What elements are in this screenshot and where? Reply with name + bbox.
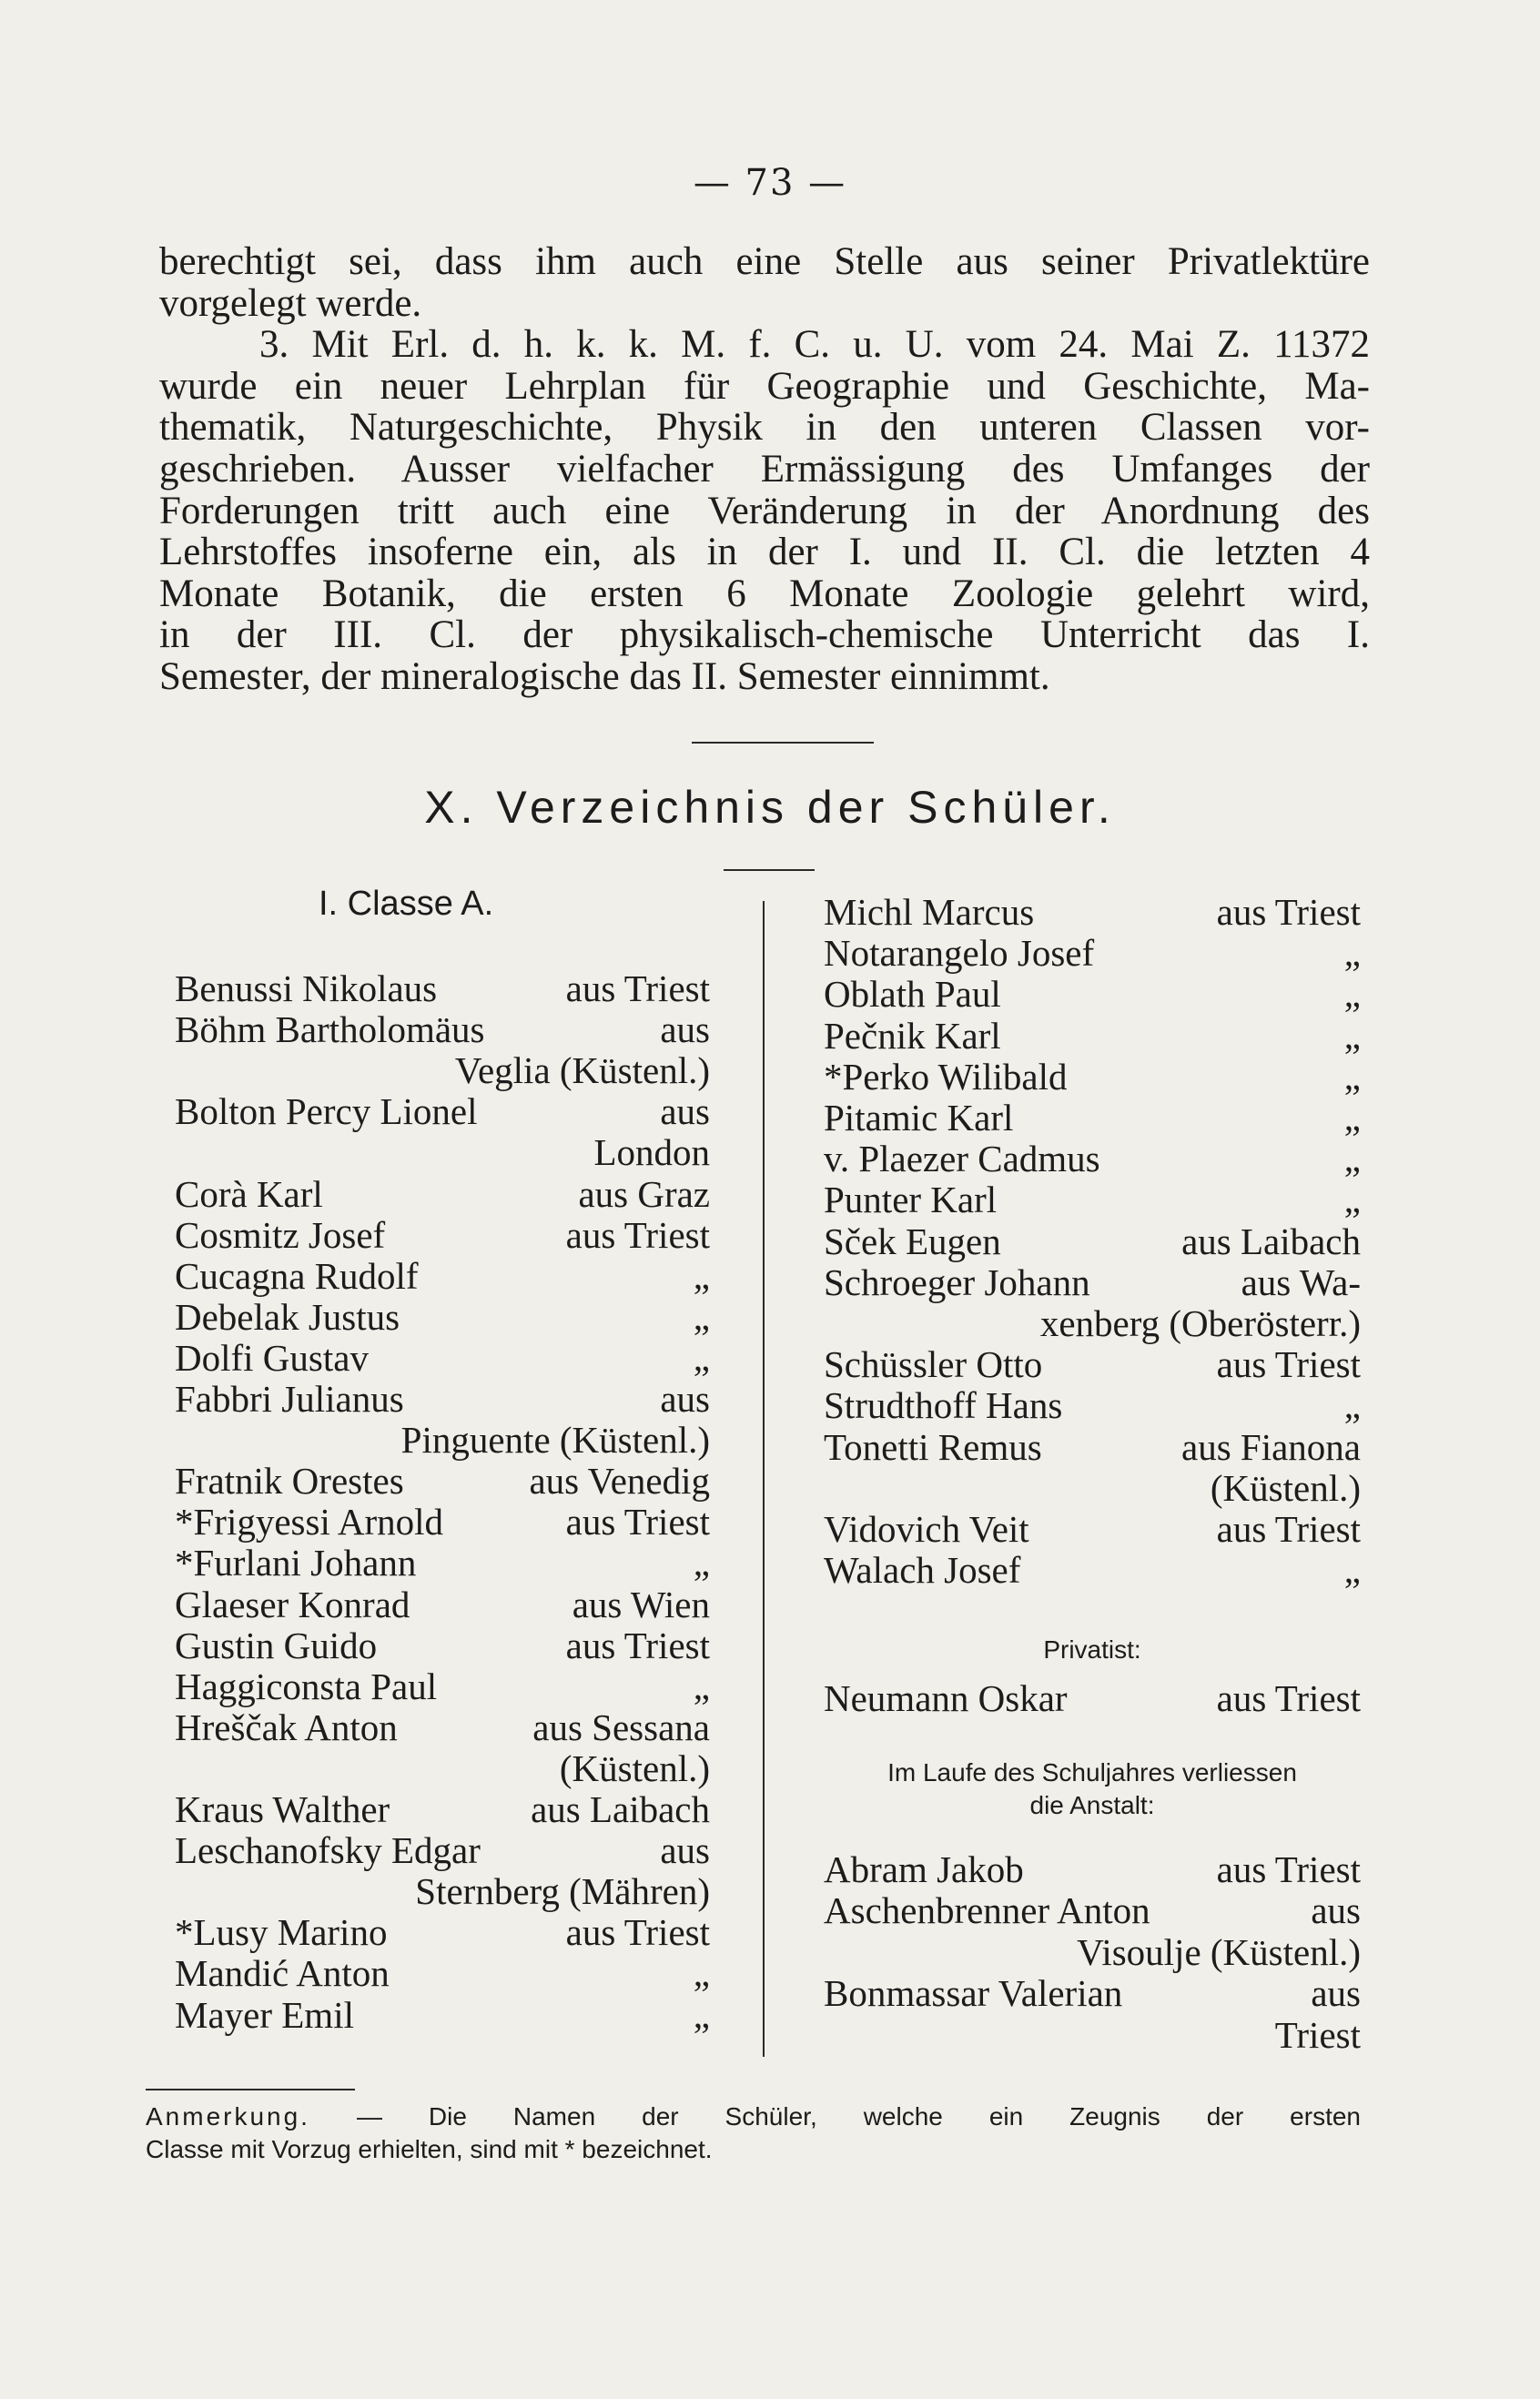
section-title: X. Verzeichnis der Schüler. — [424, 782, 1116, 833]
student-row — [824, 1425, 1361, 1466]
student-row — [824, 1178, 1361, 1219]
student-name: Mayer Emil — [175, 1993, 354, 2036]
student-name: Schüssler Otto — [824, 1343, 1043, 1386]
student-row — [175, 1993, 710, 2034]
student-origin: aus Laibach — [531, 1788, 710, 1830]
footnote-text-2: Classe mit Vorzug erhielten, sind mit * bezeichnet. — [146, 2135, 713, 2163]
student-row — [175, 1583, 710, 1624]
student-origin: aus Triest — [565, 1213, 710, 1256]
intro-line: 3. Mit Erl. d. h. k. k. M. f. C. u. U. vom 24. Mai Z. 11372 — [259, 323, 1370, 367]
student-row — [175, 1500, 710, 1544]
student-name: Aschenbrenner Anton — [824, 1889, 1150, 1932]
student-origin: aus Triest — [565, 1911, 710, 1954]
student-name: Glaeser Konrad — [175, 1583, 410, 1625]
student-row — [175, 1624, 710, 1665]
student-origin: „ — [693, 1952, 710, 1995]
student-row — [824, 1055, 1361, 1096]
student-name: Punter Karl — [824, 1179, 998, 1221]
student-origin: aus Wa- — [1241, 1260, 1361, 1303]
student-row — [175, 967, 710, 1007]
page-number: — 73 — — [693, 162, 847, 204]
student-origin: „ — [693, 1993, 710, 2036]
student-name: *Frigyessi Arnold — [175, 1501, 443, 1544]
student-origin: „ — [1343, 1014, 1361, 1057]
student-origin: aus Graz — [578, 1172, 710, 1215]
student-name: Fratnik Orestes — [175, 1460, 404, 1503]
intro-line: Monate Botanik, die ersten 6 Monate Zoologie gelehrt wird, — [159, 572, 1370, 615]
divider-under-title — [724, 869, 815, 871]
student-name: Kraus Walther — [175, 1788, 390, 1830]
student-origin: aus Triest — [1216, 1343, 1361, 1386]
student-origin: „ — [1343, 1097, 1361, 1139]
student-origin: Veglia (Küstenl.) — [454, 1049, 710, 1092]
student-origin: „ — [693, 1336, 710, 1379]
student-row — [824, 1548, 1361, 1592]
student-row — [175, 1172, 710, 1213]
student-origin: aus Triest — [1216, 1508, 1361, 1550]
student-origin: aus Triest — [565, 1624, 710, 1666]
student-row — [824, 931, 1361, 975]
student-row — [175, 1746, 710, 1787]
student-name: Notarangelo Josef — [824, 932, 1095, 975]
student-name: Abram Jakob — [824, 1848, 1024, 1890]
student-name: Pečnik Karl — [824, 1014, 1001, 1057]
student-name: Debelak Justus — [175, 1295, 400, 1338]
student-origin: „ — [1343, 932, 1361, 975]
intro-line: wurde ein neuer Lehrplan für Geographie und Geschichte, Ma- — [159, 364, 1370, 408]
classe-heading: I. Classe A. — [319, 885, 494, 923]
student-origin: aus — [660, 1378, 710, 1420]
student-origin: aus Venedig — [529, 1460, 710, 1503]
student-row — [824, 1971, 1361, 2015]
student-row — [824, 1507, 1361, 1548]
student-name: Vidovich Veit — [824, 1508, 1029, 1550]
student-name: Fabbri Julianus — [175, 1378, 404, 1420]
student-name: Corà Karl — [175, 1172, 323, 1215]
student-name: Schroeger Johann — [824, 1260, 1090, 1303]
student-origin: „ — [1343, 973, 1361, 1016]
student-origin: aus Sessana — [532, 1706, 710, 1748]
student-origin: aus Triest — [1216, 1848, 1361, 1890]
student-origin: „ — [693, 1254, 710, 1297]
student-row — [824, 1014, 1361, 1055]
student-row — [175, 1254, 710, 1295]
student-row — [175, 1418, 710, 1462]
student-origin: „ — [693, 1542, 710, 1584]
student-row — [175, 1089, 710, 1133]
student-row — [175, 1706, 710, 1746]
intro-line: Semester, der mineralogische das II. Semester einnimmt. — [159, 654, 1050, 698]
student-row — [175, 1336, 710, 1377]
student-name: Haggiconsta Paul — [175, 1665, 438, 1707]
student-row — [824, 1383, 1361, 1427]
student-row — [824, 890, 1361, 931]
student-name: Strudthoff Hans — [824, 1384, 1063, 1427]
student-row — [175, 1130, 710, 1174]
left-school-heading — [824, 1756, 1361, 1822]
student-name: Mandić Anton — [175, 1952, 390, 1995]
student-origin: aus — [660, 1008, 710, 1051]
student-origin: aus — [660, 1090, 710, 1133]
student-origin: aus Triest — [565, 1501, 710, 1544]
footnote-rule — [146, 2089, 355, 2090]
student-origin: „ — [1343, 1055, 1361, 1098]
left-school-heading-line2: die Anstalt: — [1029, 1791, 1155, 1819]
student-name: Cosmitz Josef — [175, 1213, 386, 1256]
student-origin: (Küstenl.) — [1210, 1466, 1361, 1509]
student-name: Bonmassar Valerian — [824, 1972, 1123, 2015]
student-origin: aus — [1311, 1972, 1361, 2015]
student-row — [824, 1676, 1361, 1717]
student-name: Cucagna Rudolf — [175, 1254, 419, 1297]
student-row — [824, 1096, 1361, 1137]
student-origin: aus Triest — [565, 967, 710, 1009]
footnote — [146, 2100, 1361, 2166]
student-origin: aus Triest — [1216, 1677, 1361, 1719]
student-row — [824, 1342, 1361, 1386]
footnote-text-1: — Die Namen der Schüler, welche ein Zeugnis der ersten — [356, 2102, 1361, 2131]
left-school-heading-line1: Im Laufe des Schuljahres verliessen — [887, 1758, 1297, 1787]
student-name: Benussi Nikolaus — [175, 967, 438, 1009]
student-name: Gustin Guido — [175, 1624, 378, 1666]
intro-paragraph — [159, 241, 1370, 698]
student-name: *Perko Wilibald — [824, 1055, 1068, 1098]
student-row — [824, 1847, 1361, 1888]
student-origin: Pinguente (Küstenl.) — [400, 1419, 710, 1462]
footnote-label: Anmerkung. — [146, 2102, 310, 2131]
privatist-heading: Privatist: — [1043, 1635, 1141, 1664]
student-origin: aus Triest — [1216, 891, 1361, 933]
student-name: Leschanofsky Edgar — [175, 1829, 481, 1872]
student-row — [175, 1213, 710, 1254]
student-row — [175, 1459, 710, 1503]
student-row — [824, 1220, 1361, 1260]
student-name: Walach Josef — [824, 1549, 1021, 1592]
student-origin: aus — [1311, 1889, 1361, 1932]
student-origin: xenberg (Oberösterr.) — [1039, 1302, 1361, 1344]
student-origin: „ — [693, 1665, 710, 1707]
student-row — [175, 1377, 710, 1418]
student-origin: „ — [1343, 1549, 1361, 1592]
student-name: Neumann Oskar — [824, 1677, 1068, 1719]
student-row — [824, 1466, 1361, 1507]
student-origin: „ — [1343, 1384, 1361, 1427]
student-row — [824, 2013, 1361, 2054]
student-name: Böhm Bartholomäus — [175, 1008, 485, 1051]
intro-line: Lehrstoffes insoferne ein, als in der I. und II. Cl. die letzten 4 — [159, 531, 1370, 574]
student-name: *Lusy Marino — [175, 1911, 388, 1954]
student-name: Dolfi Gustav — [175, 1336, 369, 1379]
student-name: v. Plaezer Cadmus — [824, 1138, 1100, 1180]
student-row — [175, 1951, 710, 1995]
student-origin: (Küstenl.) — [559, 1746, 710, 1789]
student-origin: „ — [1343, 1179, 1361, 1221]
student-row — [175, 1828, 710, 1872]
divider-short — [692, 742, 874, 744]
student-origin: Visoulje (Küstenl.) — [1077, 1930, 1361, 1973]
student-name: Oblath Paul — [824, 973, 1001, 1016]
student-origin: Triest — [1274, 2013, 1361, 2056]
student-name: Bolton Percy Lionel — [175, 1090, 478, 1133]
student-origin: Sternberg (Mähren) — [415, 1870, 710, 1913]
student-origin: aus Wien — [572, 1583, 710, 1625]
student-name: *Furlani Johann — [175, 1542, 417, 1584]
student-row — [824, 1930, 1361, 1971]
student-name: Tonetti Remus — [824, 1425, 1042, 1468]
student-row — [175, 1665, 710, 1706]
column-divider — [763, 901, 765, 2057]
student-row — [824, 1137, 1361, 1178]
student-row — [824, 1888, 1361, 1932]
student-row — [175, 1541, 710, 1582]
student-row — [824, 1260, 1361, 1301]
student-origin: aus — [660, 1829, 710, 1872]
student-row — [175, 1007, 710, 1051]
intro-line: Forderungen tritt auch eine Veränderung in der Anordnung des — [159, 489, 1370, 532]
student-row — [824, 1301, 1361, 1342]
student-origin: aus Laibach — [1181, 1220, 1361, 1262]
intro-line: geschrieben. Ausser vielfacher Ermässigung des Umfanges der — [159, 447, 1370, 491]
student-row — [175, 1048, 710, 1092]
intro-line: in der III. Cl. der physikalisch-chemische Unterricht das I. — [159, 613, 1370, 657]
student-origin: aus Fianona — [1181, 1425, 1361, 1468]
student-row — [175, 1869, 710, 1913]
student-row — [175, 1295, 710, 1336]
student-origin: „ — [693, 1295, 710, 1338]
intro-line: vorgelegt werde. — [159, 281, 422, 325]
student-row — [175, 1787, 710, 1828]
student-name: Hreščak Anton — [175, 1706, 398, 1748]
student-row — [175, 1910, 710, 1954]
intro-line: berechtigt sei, dass ihm auch eine Stelle aus seiner Privatlektüre — [159, 240, 1370, 283]
student-origin: „ — [1343, 1138, 1361, 1180]
student-origin: London — [593, 1131, 710, 1174]
student-name: Sček Eugen — [824, 1220, 1001, 1262]
student-row — [824, 972, 1361, 1016]
intro-line: thematik, Naturgeschichte, Physik in den unteren Classen vor- — [159, 406, 1370, 450]
student-name: Pitamic Karl — [824, 1097, 1014, 1139]
student-name: Michl Marcus — [824, 891, 1035, 933]
